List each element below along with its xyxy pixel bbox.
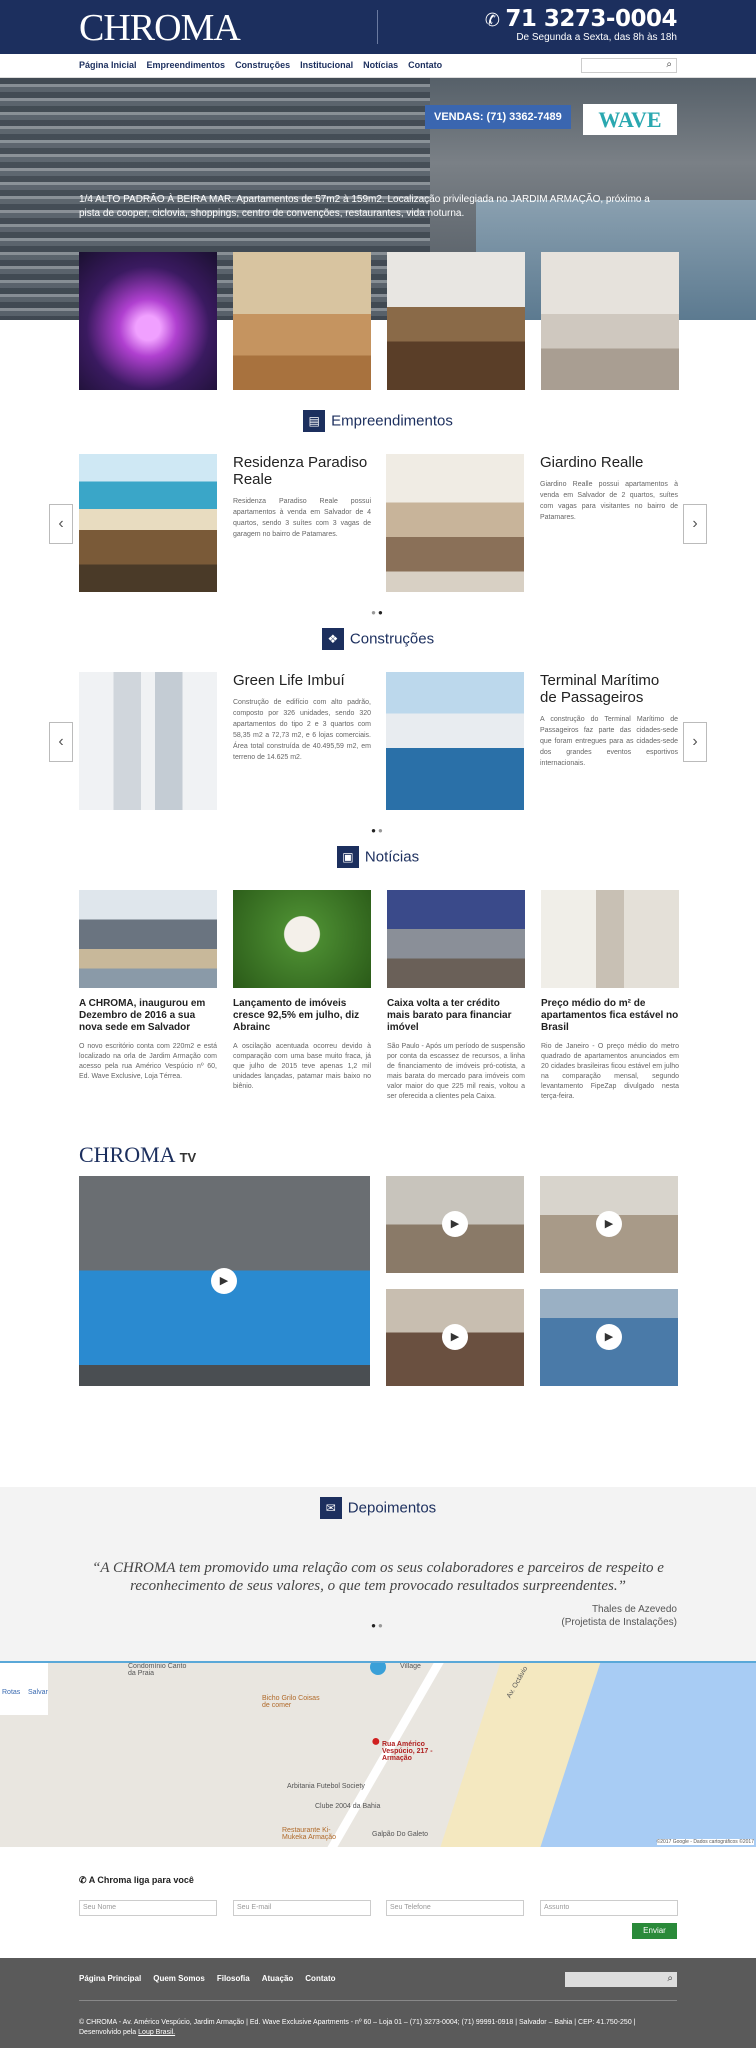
phone-field[interactable]: Seu Telefone xyxy=(386,1900,524,1916)
nav-contato[interactable]: Contato xyxy=(408,60,443,70)
card-image xyxy=(79,454,217,592)
card-image xyxy=(79,672,217,810)
main-video[interactable] xyxy=(79,1176,370,1386)
subject-field[interactable]: Assunto xyxy=(540,1900,678,1916)
carousel-dots[interactable]: ●● xyxy=(371,608,385,617)
news-item[interactable] xyxy=(233,890,371,1102)
video-thumbnail[interactable] xyxy=(386,1176,524,1273)
video-thumbnail[interactable] xyxy=(540,1289,678,1386)
map-pin-icon[interactable]: ● xyxy=(371,1733,381,1750)
footer-search-input[interactable] xyxy=(565,1972,677,1987)
news-item[interactable] xyxy=(387,890,525,1102)
news-text: Rio de Janeiro - O preço médio do metro quadrado de apartamentos anunciados em 20 cidades brasileiras ficou estável em julho na comparação mensal, segundo levantamento FipeZap divulgado nesta terça-feira. xyxy=(541,1043,679,1100)
card-text: Giardino Realle possui apartamentos à venda em Salvador de 2 quartos, suítes com vagas para visitantes no bairro de Patamares. xyxy=(540,481,678,521)
name-field[interactable]: Seu Nome xyxy=(79,1900,217,1916)
chat-icon: ✉ xyxy=(320,1497,342,1519)
footer-link-philosophy[interactable]: Filosofia xyxy=(216,1974,250,1983)
phone-number[interactable]: ✆ 71 3273-0004 xyxy=(484,6,677,32)
card-image xyxy=(386,672,524,810)
chevron-right-icon[interactable]: › xyxy=(683,722,707,762)
main-nav xyxy=(0,54,756,78)
chroma-logo[interactable]: CHROMA xyxy=(79,7,240,49)
thumbnail-fountain[interactable] xyxy=(79,252,217,390)
construcao-card[interactable] xyxy=(79,672,371,810)
map-label: Restaurante Ki-Mukeka Armação xyxy=(282,1827,337,1841)
play-icon[interactable]: ▶ xyxy=(596,1324,622,1350)
search-icon[interactable]: ⌕ xyxy=(667,1973,673,1984)
carousel-dots[interactable]: ●● xyxy=(371,1621,385,1630)
main-content xyxy=(0,410,756,1402)
map-label: Condomínio Canto da Praia xyxy=(128,1663,187,1677)
nav-home[interactable]: Página Inicial xyxy=(79,60,137,70)
news-item[interactable] xyxy=(79,890,217,1102)
news-title[interactable]: Lançamento de imóveis cresce 92,5% em julho, diz Abrainc xyxy=(233,998,360,1033)
news-list xyxy=(79,890,756,1102)
play-icon[interactable]: ▶ xyxy=(596,1211,622,1237)
depoimentos-header: ✉ Depoimentos xyxy=(0,1497,756,1525)
news-image xyxy=(233,890,371,988)
chroma-tv-section xyxy=(0,1142,756,1402)
footer-link-about[interactable]: Quem Somos xyxy=(153,1974,205,1983)
news-text: A oscilação acentuada ocorreu devido à comparação com uma base muito fraca, já que julho de 2015 teve apenas 1,2 mil unidades lançadas, patamar mais baixo no biênio. xyxy=(233,1043,371,1090)
card-image xyxy=(386,454,524,592)
footer-link-home[interactable]: Página Principal xyxy=(79,1974,142,1983)
chevron-right-icon[interactable]: › xyxy=(683,504,707,544)
top-header xyxy=(0,0,756,54)
footer-address: © CHROMA - Av. Américo Vespúcio, Jardim Armação | Ed. Wave Exclusive Apartments - nº 60 – Loja 01 – (71) 3273-0004; (71) 99991-0918 | Salvador – Bahia | CEP: 41.750-250 | Desenvolvido pela Loup Brasil. xyxy=(79,2019,636,2036)
card-title[interactable]: Residenza Paradiso Reale xyxy=(233,454,368,488)
news-title[interactable]: A CHROMA, inaugurou em Dezembro de 2016 a sua nova sede em Salvador xyxy=(79,998,206,1033)
location-map[interactable] xyxy=(0,1661,756,1847)
map-label: Av. Octávio xyxy=(505,1665,530,1700)
search-icon[interactable]: ⌕ xyxy=(666,59,672,70)
card-text: Construção de edifício com alto padrão, composto por 326 unidades, sendo 320 apartamentos do tipo 2 e 3 quartos com 58,35 m2 a 72,73 m2, e 6 lojas comerciais. Área total construída de 40.495,59 m2, em terreno de 14.625 m2. xyxy=(233,699,371,761)
email-field[interactable]: Seu E-mail xyxy=(233,1900,371,1916)
news-title[interactable]: Preço médio do m² de apartamentos fica estável no Brasil xyxy=(541,998,679,1033)
developer-link[interactable]: Loup Brasil. xyxy=(138,2029,176,2036)
phone-icon: ✆ xyxy=(484,10,500,31)
card-title[interactable]: Terminal Marítimo de Passageiros xyxy=(540,672,660,706)
map-marker-top xyxy=(370,1661,386,1675)
map-label: Arbitania Futebol Society xyxy=(287,1783,365,1790)
footer xyxy=(0,1958,756,2048)
empreendimentos-header: ▤ Empreendimentos xyxy=(0,410,756,438)
building-icon: ▤ xyxy=(303,410,325,432)
hero-description: 1/4 ALTO PADRÃO À BEIRA MAR. Apartamentos de 57m2 à 159m2. Localização privilegiada no JARDIM ARMAÇÃO, próximo a pista de cooper, ciclovia, shoppings, centro de convenções, restaurantes, vida noturna. xyxy=(79,194,650,219)
testimonial-quote: “A CHROMA tem promovido uma relação com os seus colaboradores e parceiros de respeito e reconhecimento de seus valores, o que tem provocado resultados surpreendentes.” xyxy=(92,1560,664,1594)
empreendimento-card[interactable] xyxy=(386,454,678,592)
news-text: O novo escritório conta com 220m2 e está localizado na orla de Jardim Armação com acesso pela rua Américo Vespúcio nº 60, Ed. Wave Exclusive, Loja Térrea. xyxy=(79,1043,217,1080)
header-divider xyxy=(377,10,378,44)
construcoes-carousel xyxy=(0,672,756,812)
phone-block xyxy=(485,6,677,43)
news-item[interactable] xyxy=(541,890,679,1102)
construcao-card[interactable] xyxy=(386,672,678,810)
news-image xyxy=(79,890,217,988)
play-icon[interactable]: ▶ xyxy=(442,1211,468,1237)
nav-empreendimentos[interactable]: Empreendimentos xyxy=(146,60,226,70)
thumbnail-bedroom[interactable] xyxy=(541,252,679,390)
nav-search-input[interactable] xyxy=(581,58,677,73)
map-controls[interactable]: Rotas Salvar xyxy=(0,1663,48,1715)
map-label: Rua Américo Vespúcio, 217 - Armação xyxy=(382,1741,433,1762)
card-title[interactable]: Giardino Realle xyxy=(540,454,644,471)
news-image xyxy=(387,890,525,988)
map-label: Village xyxy=(400,1663,421,1670)
testimonial-author: Thales de Azevedo (Projetista de Instalações) xyxy=(561,1604,677,1628)
video-thumbnail[interactable] xyxy=(540,1176,678,1273)
play-icon[interactable]: ▶ xyxy=(211,1268,237,1294)
hero-thumbnails xyxy=(79,252,679,390)
empreendimentos-carousel xyxy=(0,454,756,594)
thumbnail-dining-room[interactable] xyxy=(387,252,525,390)
footer-link-contact[interactable]: Contato xyxy=(305,1974,336,1983)
contact-title: ✆ A Chroma liga para você xyxy=(79,1875,194,1885)
sales-phone-button[interactable]: VENDAS: (71) 3362-7489 xyxy=(425,105,571,129)
nav-noticias[interactable]: Notícias xyxy=(363,60,399,70)
send-button[interactable]: Enviar xyxy=(632,1923,677,1939)
noticias-header: ▣ Notícias xyxy=(0,846,756,874)
construcoes-header: ❖ Construções xyxy=(0,628,756,656)
footer-divider xyxy=(79,2000,677,2001)
contact-section xyxy=(0,1849,756,1973)
map-label: Clube 2004 da Bahia xyxy=(315,1803,381,1810)
news-title[interactable]: Caixa volta a ter crédito mais barato para financiar imóvel xyxy=(387,998,512,1033)
chevron-left-icon[interactable]: ‹ xyxy=(49,722,73,762)
news-image xyxy=(541,890,679,988)
map-label: Bicho Grilo Coisas de comer xyxy=(262,1695,320,1709)
empreendimento-card[interactable] xyxy=(79,454,371,592)
phone-icon: ✆ xyxy=(79,1875,89,1885)
newspaper-icon: ▣ xyxy=(337,846,359,868)
cubes-icon: ❖ xyxy=(322,628,344,650)
card-text: A construção do Terminal Marítimo de Passageiros faz parte das cidades-sede que foram entregues para as cidades-sede dos grandes eventos esportivos internacionais. xyxy=(540,716,678,767)
news-text: São Paulo - Após um período de suspensão por conta da escassez de recursos, a linha de financiamento de imóveis pró-cotista, a mais barata do mercado para imóveis com valor maior do que 225 mil reais, voltou a ser oferecida a clientes pela Caixa. xyxy=(387,1043,525,1100)
nav-construcoes[interactable]: Construções xyxy=(235,60,291,70)
map-credit: ©2017 Google - Dados cartográficos ©2017 xyxy=(656,1839,754,1845)
play-icon[interactable]: ▶ xyxy=(442,1324,468,1350)
depoimentos-section xyxy=(0,1487,756,1661)
wave-logo[interactable]: WAVE xyxy=(583,104,677,135)
video-thumbnail[interactable] xyxy=(386,1289,524,1386)
carousel-dots[interactable]: ●● xyxy=(371,826,385,835)
business-hours: De Segunda a Sexta, das 8h às 18h xyxy=(516,32,677,43)
card-title[interactable]: Green Life Imbuí xyxy=(233,672,345,689)
chroma-tv-logo: CHROMA TV xyxy=(79,1142,197,1167)
thumbnail-living-room[interactable] xyxy=(233,252,371,390)
chevron-left-icon[interactable]: ‹ xyxy=(49,504,73,544)
map-label: Galpão Do Galeto xyxy=(372,1831,429,1838)
footer-link-activity[interactable]: Atuação xyxy=(261,1974,294,1983)
card-text: Residenza Paradiso Reale possui apartamentos à venda em Salvador de 4 quartos, sendo 3 suítes com 3 vagas de garagem no bairro de Patamares. xyxy=(233,498,371,538)
nav-institucional[interactable]: Institucional xyxy=(300,60,354,70)
